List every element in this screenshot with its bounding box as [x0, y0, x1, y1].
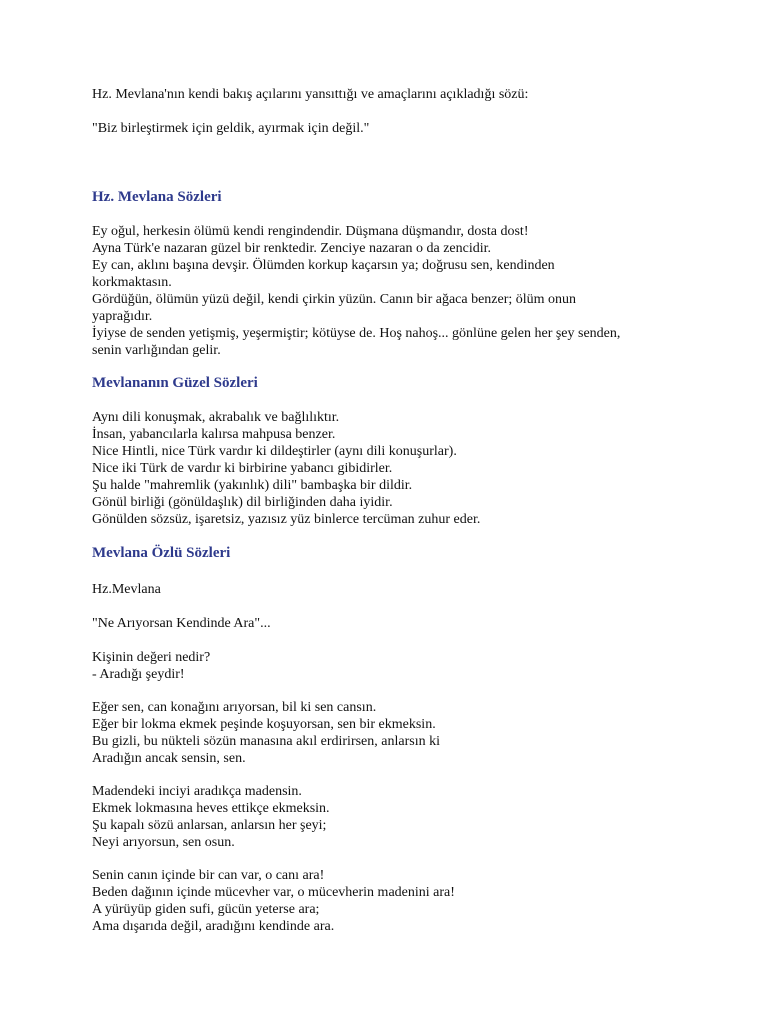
stanza-line: Madendeki inciyi aradıkça madensin. — [92, 784, 302, 799]
section-heading-ozlu-sozleri: Mevlana Özlü Sözleri — [92, 545, 231, 561]
qa-block — [92, 649, 210, 683]
stanza-line: Eğer bir lokma ekmek peşinde koşuyorsan, sen bir ekmeksin. — [92, 717, 436, 732]
stanza-line: Neyi arıyorsun, sen osun. — [92, 835, 235, 850]
section1-line: Gördüğün, ölümün yüzü değil, kendi çirkin yüzün. Canın bir ağaca benzer; ölüm onun — [92, 292, 577, 307]
section2-body — [92, 409, 480, 528]
author-line: Hz.Mevlana — [92, 582, 161, 597]
section-heading-guzel-sozleri: Mevlananın Güzel Sözleri — [92, 375, 258, 391]
stanza-3 — [92, 867, 455, 935]
stanza-line: Ekmek lokmasına heves ettikçe ekmeksin. — [92, 801, 330, 816]
section1-line: senin varlığından gelir. — [92, 343, 221, 358]
section1-line: yaprağıdır. — [92, 309, 153, 324]
section1-line: korkmaktasın. — [92, 275, 172, 290]
section1-line: Ey oğul, herkesin ölümü kendi rengindendir. Düşmana düşmandır, dosta dost! — [92, 224, 529, 239]
stanza-line: Şu kapalı sözü anlarsan, anlarsın her şeyi; — [92, 818, 327, 833]
section2-line: Şu halde "mahremlik (yakınlık) dili" bambaşka bir dildir. — [92, 478, 413, 493]
main-quote: "Ne Arıyorsan Kendinde Ara"... — [92, 616, 271, 631]
section2-line: Gönül birliği (gönüldaşlık) dil birliğinden daha iyidir. — [92, 495, 393, 510]
stanza-line: Senin canın içinde bir can var, o canı ara! — [92, 868, 325, 883]
intro-quote: "Biz birleştirmek için geldik, ayırmak için değil." — [92, 121, 370, 136]
stanza-line: A yürüyüp giden sufi, gücün yeterse ara; — [92, 902, 320, 917]
stanza-2 — [92, 783, 330, 851]
stanza-1 — [92, 699, 440, 767]
section1-line: İyiyse de senden yetişmiş, yeşermiştir; kötüyse de. Hoş nahoş... gönlüne gelen her şey senden, — [92, 326, 621, 341]
stanza-line: Aradığın ancak sensin, sen. — [92, 751, 246, 766]
stanza-line: Eğer sen, can konağını arıyorsan, bil ki sen cansın. — [92, 700, 377, 715]
stanza-line: Beden dağının içinde mücevher var, o mücevherin madenini ara! — [92, 885, 455, 900]
section1-line: Ayna Türk'e nazaran güzel bir renktedir. Zenciye nazaran o da zencidir. — [92, 241, 492, 256]
answer-line: - Aradığı şeydir! — [92, 667, 185, 682]
section2-line: Nice Hintli, nice Türk vardır ki dildeştirler (aynı dili konuşurlar). — [92, 444, 457, 459]
section-heading-mevlana-sozleri: Hz. Mevlana Sözleri — [92, 189, 222, 205]
section1-body — [92, 223, 620, 359]
section2-line: Aynı dili konuşmak, akrabalık ve bağlılıktır. — [92, 410, 340, 425]
section2-line: Nice iki Türk de vardır ki birbirine yabancı gibidirler. — [92, 461, 393, 476]
question-line: Kişinin değeri nedir? — [92, 650, 211, 665]
section2-line: Gönülden sözsüz, işaretsiz, yazısız yüz binlerce tercüman zuhur eder. — [92, 512, 481, 527]
stanza-line: Ama dışarıda değil, aradığını kendinde ara. — [92, 919, 335, 934]
stanza-line: Bu gizli, bu nükteli sözün manasına akıl erdirirsen, anlarsın ki — [92, 734, 440, 749]
section1-line: Ey can, aklını başına devşir. Ölümden korkup kaçarsın ya; doğrusu sen, kendinden — [92, 258, 555, 273]
section2-line: İnsan, yabancılarla kalırsa mahpusa benzer. — [92, 427, 336, 442]
intro-text: Hz. Mevlana'nın kendi bakış açılarını yansıttığı ve amaçlarını açıkladığı sözü: — [92, 87, 529, 102]
